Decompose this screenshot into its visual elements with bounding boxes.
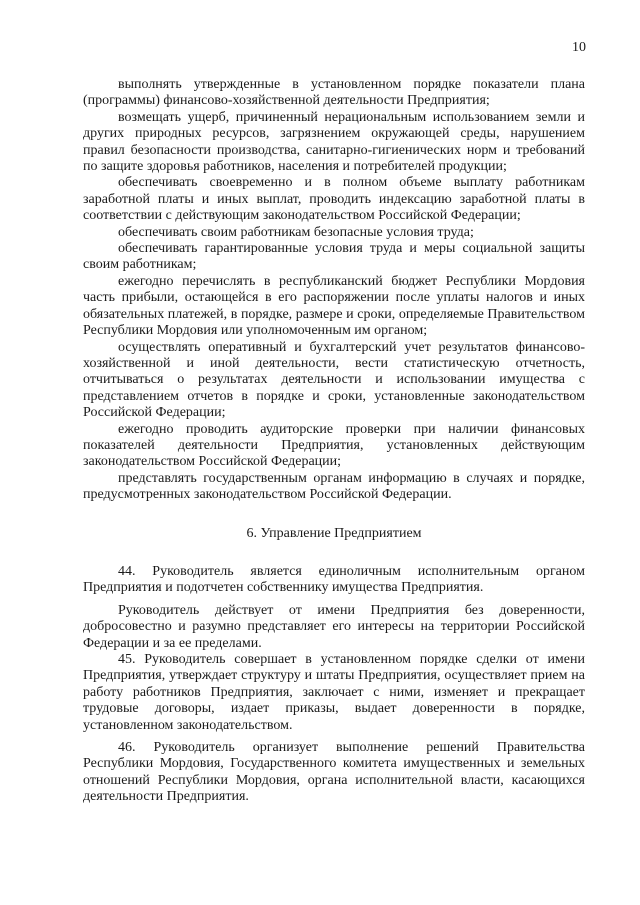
- document-body: [83, 77, 585, 806]
- page-number: 10: [572, 40, 586, 55]
- paragraph: ежегодно проводить аудиторские проверки при наличии финансовых показателей деятельности Предприятия, установленных действующим законодательством Российской Федерации;: [83, 421, 585, 470]
- paragraph: осуществлять оперативный и бухгалтерский учет результатов финансово-хозяйственной и иной деятельности, вести статистическую отчетность, отчитываться о результатах деятельности и использовании имущества с представлением отчетов в порядке и сроки, установленные законодательством Российской Федерации;: [83, 339, 585, 421]
- paragraph: 44. Руководитель является единоличным исполнительным органом Предприятия и подотчетен собственнику имущества Предприятия.: [83, 563, 585, 596]
- paragraph: 45. Руководитель совершает в установленном порядке сделки от имени Предприятия, утверждает структуру и штаты Предприятия, осуществляет прием на работу работников Предприятия, заключает с ними, изменяет и прекращает трудовые договоры, издает приказы, выдает доверенности в порядке, установленном законодательством.: [83, 652, 585, 733]
- paragraph: обеспечивать своим работникам безопасные условия труда;: [118, 224, 474, 240]
- paragraph: выполнять утвержденные в установленном порядке показатели плана (программы) финансово-хозяйственной деятельности Предприятия;: [83, 77, 585, 109]
- paragraph: обеспечивать гарантированные условия труда и меры социальной защиты своим работникам;: [83, 241, 585, 273]
- section-heading: 6. Управление Предприятием: [246, 525, 422, 541]
- paragraph: возмещать ущерб, причиненный нерациональным использованием земли и других природных ресурсов, загрязнением окружающей среды, нарушением правил безопасности производства, санитарно-гигиенических норм и требований по защите здоровья работников, населения и потребителей продукции;: [83, 109, 585, 175]
- paragraph: 46. Руководитель организует выполнение решений Правительства Республики Мордовия, Государственного комитета имущественных и земельных отношений Республики Мордовия, органа исполнительной власти, касающихся деятельности Предприятия.: [83, 740, 585, 805]
- paragraph: представлять государственным органам информацию в случаях и порядке, предусмотренных законодательством Российской Федерации.: [83, 470, 585, 503]
- paragraph: ежегодно перечислять в республиканский бюджет Республики Мордовия часть прибыли, остающейся в его распоряжении после уплаты налогов и иных обязательных платежей, в порядке, размере и сроки, определяемые Правительством Республики Мордовия или уполномоченным им органом;: [83, 273, 585, 339]
- paragraph: Руководитель действует от имени Предприятия без доверенности, добросовестно и разумно представляет его интересы на территории Российской Федерации и за ее пределами.: [83, 602, 585, 651]
- paragraph: обеспечивать своевременно и в полном объеме выплату работникам заработной платы и иных выплат, проводить индексацию заработной платы в соответствии с действующим законодательством Российской Федерации;: [83, 175, 585, 224]
